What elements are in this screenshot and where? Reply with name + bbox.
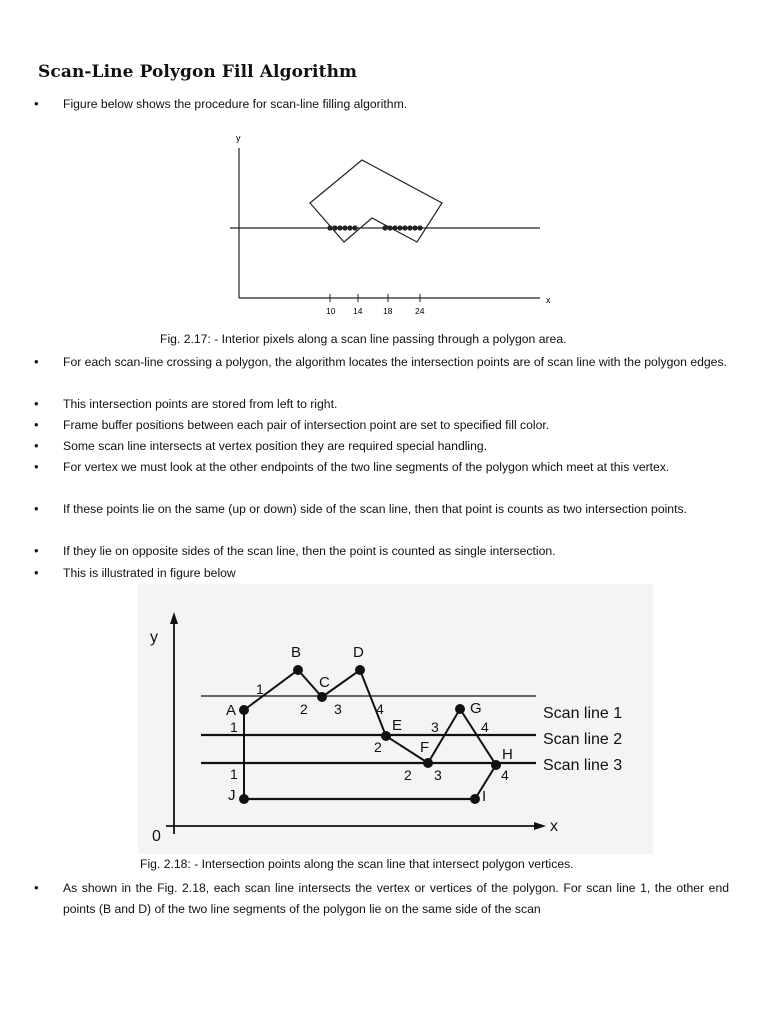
vertex-label-e: E	[392, 717, 403, 734]
fig1-x-label: x	[546, 295, 551, 305]
vertex-label-g: G	[470, 700, 482, 717]
bullet-icon: •	[34, 438, 39, 453]
fig1-y-label: y	[236, 133, 241, 143]
bullet-text: This intersection points are stored from left to right.	[63, 397, 338, 411]
count-label: 4	[376, 701, 384, 717]
fig1-tick-label: 10	[326, 306, 336, 316]
count-label: 3	[334, 701, 342, 717]
count-label: 1	[256, 681, 264, 697]
fig1-tick-label: 24	[415, 306, 425, 316]
page-title: Scan-Line Polygon Fill Algorithm	[38, 62, 358, 82]
bullet-icon: •	[34, 96, 39, 111]
fig1-tick-label: 18	[383, 306, 393, 316]
bullet-icon: •	[34, 396, 39, 411]
vertex-label-c: C	[319, 674, 330, 691]
bullet-text: As shown in the Fig. 2.18, each scan line intersects the vertex or vertices of the polygon. For scan line 1, the other end points (B and D) of the two line segments of the polygon lie on the same side of the scan	[63, 881, 729, 916]
count-label: 2	[404, 767, 412, 783]
bullet-icon: •	[34, 543, 39, 558]
bullet-text: Some scan line intersects at vertex position they are required special handling.	[63, 439, 488, 453]
count-label: 2	[374, 739, 382, 755]
vertex-label-d: D	[353, 644, 364, 661]
scan-line-label: Scan line 1	[543, 705, 623, 722]
bullet-text: For vertex we must look at the other endpoints of the two line segments of the polygon which meet at this vertex.	[63, 460, 670, 474]
count-label: 1	[230, 766, 238, 782]
figure-2-18	[138, 584, 653, 854]
fig2-y-label: y	[150, 629, 158, 646]
fig1-caption: Fig. 2.17: - Interior pixels along a scan line passing through a polygon area.	[160, 332, 567, 346]
fig2-x-label: x	[550, 818, 558, 835]
vertex-label-h: H	[502, 746, 513, 763]
vertex-label-a: A	[226, 702, 237, 719]
vertex-label-i: I	[482, 788, 487, 805]
vertex-label-f: F	[420, 739, 430, 756]
count-label: 1	[230, 719, 238, 735]
fig2-caption: Fig. 2.18: - Intersection points along the scan line that intersect polygon vertices.	[140, 857, 574, 871]
bullet-icon: •	[34, 565, 39, 580]
fig2-origin-label: 0	[152, 828, 161, 845]
vertex-label-b: B	[291, 644, 302, 661]
count-label: 4	[481, 719, 489, 735]
bullet-text: This is illustrated in figure below	[63, 566, 236, 580]
bullet-text: If these points lie on the same (up or down) side of the scan line, then that point is counts as two intersection points.	[63, 502, 687, 516]
count-label: 3	[431, 719, 439, 735]
vertex-label-j: J	[228, 787, 236, 804]
bullet-icon: •	[34, 459, 39, 474]
bullet-text: Frame buffer positions between each pair of intersection point are set to specified fill color.	[63, 418, 550, 432]
bullet-text: For each scan-line crossing a polygon, the algorithm locates the intersection points are of scan line with the polygon edges.	[63, 355, 727, 369]
count-label: 3	[434, 767, 442, 783]
scan-line-label: Scan line 3	[543, 757, 623, 774]
bullet-icon: •	[34, 880, 39, 895]
fig1-tick-label: 14	[353, 306, 363, 316]
bullet-icon: •	[34, 417, 39, 432]
bullet-text: If they lie on opposite sides of the scan line, then the point is counted as single intersection.	[63, 544, 556, 558]
count-label: 4	[501, 767, 509, 783]
scan-line-label: Scan line 2	[543, 731, 623, 748]
bullet-icon: •	[34, 501, 39, 516]
figure-2-17	[222, 130, 562, 320]
intro-text: Figure below shows the procedure for scan-line filling algorithm.	[63, 97, 408, 111]
count-label: 2	[300, 701, 308, 717]
bullet-icon: •	[34, 354, 39, 369]
